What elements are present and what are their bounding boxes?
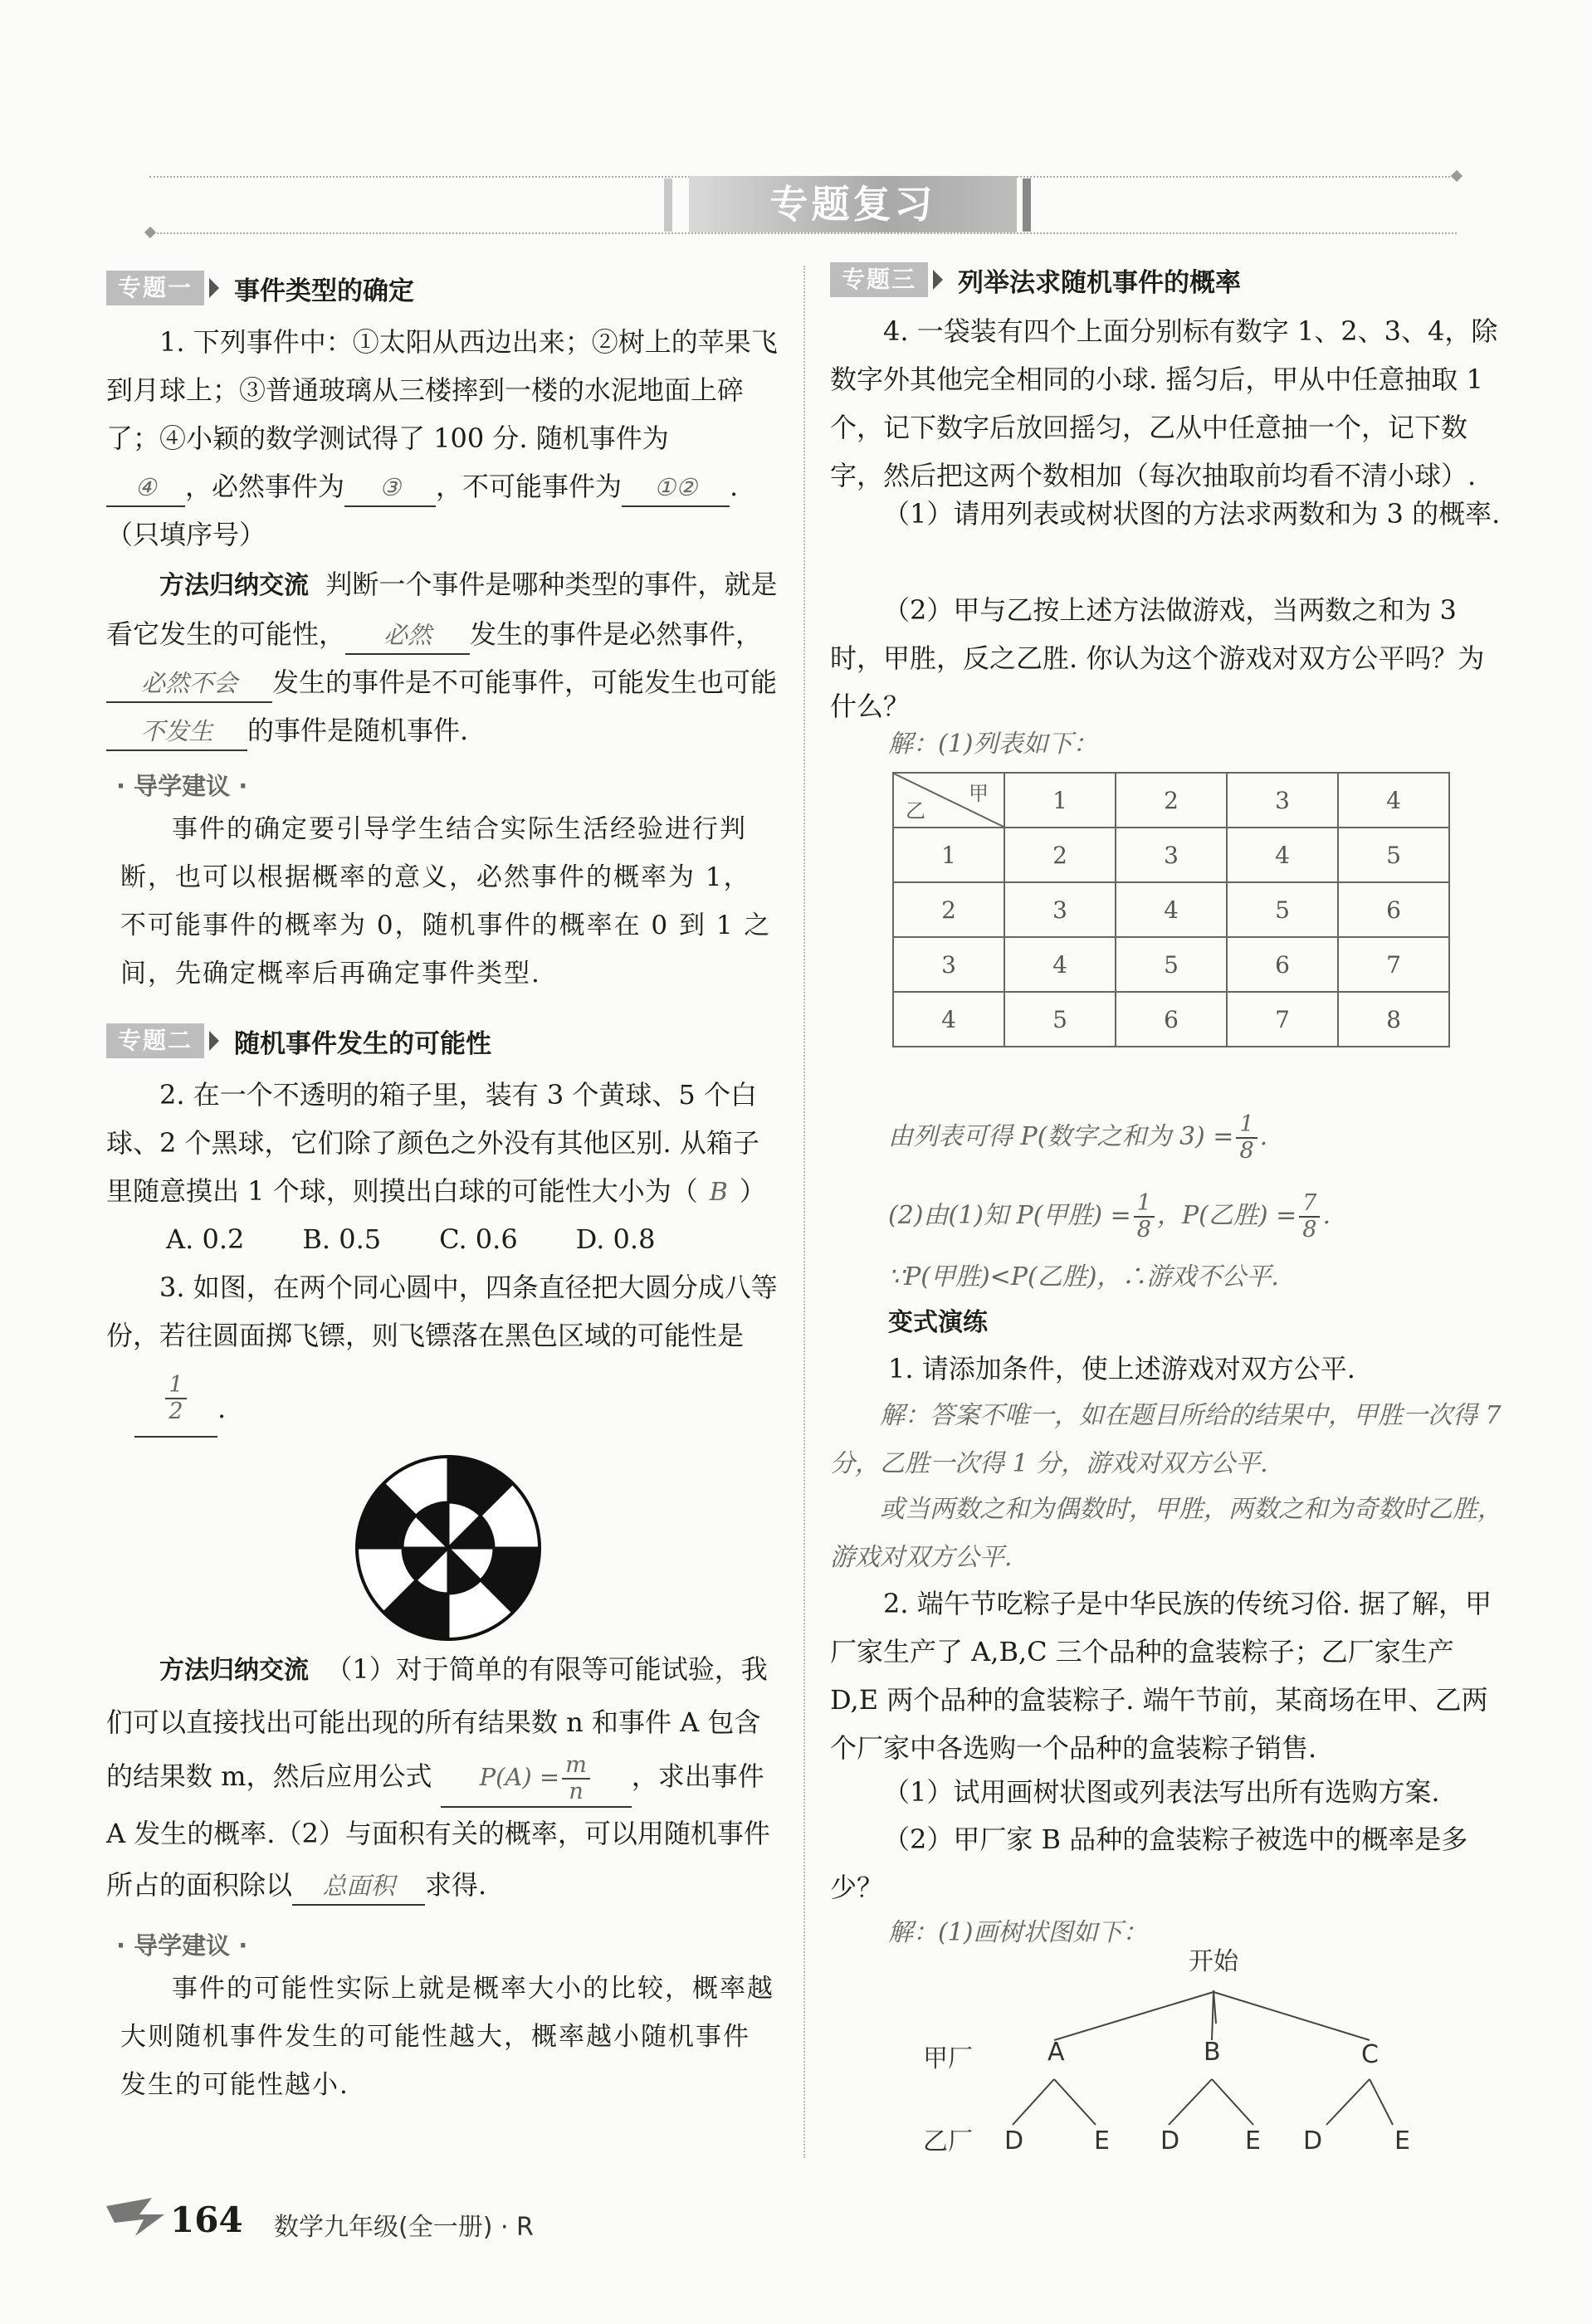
sum-table <box>892 772 1450 1047</box>
q2-answer: B <box>709 1178 728 1207</box>
guide-heading-1: · 导学建议 · <box>116 772 248 800</box>
triangle-right-icon <box>209 278 219 298</box>
method2-text-2: ，求出事件 A 发生的概率.（2）与面积有关的概率，可以用随机事件所占的面积除以 <box>106 1760 770 1901</box>
tree-node-a: A <box>1047 2038 1065 2067</box>
dartboard-figure <box>353 1452 544 1643</box>
variant-1-question: 1. 请添加条件，使上述游戏对双方公平. <box>888 1353 1355 1384</box>
tree-node-d: D <box>1004 2126 1024 2156</box>
tree-node-e: E <box>1245 2126 1261 2156</box>
tree-node-e: E <box>1094 2126 1110 2156</box>
topic3-title: 列举法求随机事件的概率 <box>958 267 1242 298</box>
tree-node-d: D <box>1160 2126 1180 2156</box>
table-cell: 5 <box>1116 937 1227 992</box>
table-header-cell: 1 <box>1004 773 1116 828</box>
q3-answer-numerator: 1 <box>165 1373 186 1399</box>
tree-root: 开始 <box>1189 1947 1238 1976</box>
variant-2-part-2: （2）甲厂家 B 品种的盒装粽子被选中的概率是多少？ <box>830 1824 1468 1903</box>
table-cell: 5 <box>1004 992 1116 1047</box>
variant-1-solution-1: 解：答案不唯一，如在题目所给的结果中，甲胜一次得 7 分，乙胜一次得 1 分，游戏对双方公平. <box>830 1401 1502 1478</box>
question-1-text: 1. 下列事件中：①太阳从西边出来；②树上的苹果飞到月球上；③普通玻璃从三楼摔到一楼的水泥地面上碎了；④小颖的数学测试得了 100 分. 随机事件为 <box>106 326 778 454</box>
q1-mid-2: ，不可能事件为 <box>436 471 623 502</box>
table-cell: 4 <box>1227 828 1338 882</box>
table-header-cell: 4 <box>1338 773 1449 828</box>
method2-formula-blank <box>441 1748 632 1808</box>
table-cell: 3 <box>893 937 1004 992</box>
table-cell: 6 <box>1116 992 1227 1047</box>
q1-end: .（只填序号） <box>106 471 739 550</box>
method1-blank-1: 必然 <box>345 617 470 655</box>
column-divider <box>803 266 805 2158</box>
method1-text-3: 发生的事件是不可能事件，可能发生也可能 <box>272 666 778 698</box>
table-cell: 4 <box>1004 937 1116 992</box>
q3-period: . <box>217 1393 227 1424</box>
method1-text-4: 的事件是随机事件. <box>247 715 469 746</box>
table-row <box>893 992 1449 1047</box>
tree-node-b: B <box>1204 2038 1221 2067</box>
guide-text-2: 事件的可能性实际上就是概率大小的比较，概率越大则随机事件发生的可能性越大，概率越小随机事件发生的可能性越小. <box>120 1974 774 2100</box>
table-cell: 2 <box>893 882 1004 937</box>
q4-solution-line-2: (2)由(1)知 P(甲胜) = $\frac{1}{8}$ ，P(乙胜) = $\frac{7}{8}$ . <box>888 1190 1331 1243</box>
sol-line1-text: 由列表可得 P(数字之和为 3) = <box>888 1122 1234 1151</box>
question-3 <box>106 1263 783 1360</box>
method-summary-2 <box>106 1643 783 1911</box>
sol-line1-numerator: 1 <box>1236 1112 1257 1139</box>
table-cell: 6 <box>1227 937 1338 992</box>
question-3-text: 3. 如图，在两个同心圆中，四条直径把大圆分成八等份，若往圆面掷飞镖，则飞镖落在黑色区域的可能性是 <box>106 1272 778 1351</box>
table-cell: 8 <box>1338 992 1449 1047</box>
variant-practice-title: 变式演练 <box>888 1308 988 1337</box>
table-corner-cell <box>893 773 1004 828</box>
topic3-chip: 专题三 <box>830 262 928 297</box>
table-cell: 3 <box>1004 882 1116 937</box>
book-title: 数学九年级(全一册) · R <box>274 2213 534 2242</box>
table-corner-yi: 乙 <box>906 799 925 823</box>
method-summary-1 <box>106 560 783 754</box>
table-row <box>893 937 1449 992</box>
table-header-cell: 2 <box>1116 773 1227 828</box>
guide-heading-2: · 导学建议 · <box>116 1931 248 1960</box>
question-4: 4. 一袋装有四个上面分别标有数字 1、2、3、4，除数字外其他完全相同的小球. 摇匀后，甲从中任意抽取 1 个，记下数字后放回摇匀，乙从中任意抽一个，记下数字，然后把这两个数相加（每次抽取前均看不清小球）. <box>830 315 1498 491</box>
tree-node-d: D <box>1303 2126 1323 2156</box>
table-header-cell: 3 <box>1227 773 1338 828</box>
topic2-heading <box>106 1023 491 1059</box>
table-cell: 2 <box>1004 828 1116 882</box>
variant-1-solution-2: 或当两数之和为偶数时，甲胜，两数之和为奇数时乙胜，游戏对双方公平. <box>830 1495 1502 1572</box>
method1-blank-3: 不发生 <box>106 713 247 751</box>
table-cell: 5 <box>1227 882 1338 937</box>
question-4-part-1: （1）请用列表或树状图的方法求两数和为 3 的概率. <box>883 498 1501 530</box>
topic2-chip: 专题二 <box>106 1023 204 1058</box>
q4-solution-intro: 解：(1)列表如下： <box>888 730 1098 759</box>
topic1-chip: 专题一 <box>106 271 204 305</box>
table-cell: 4 <box>1116 882 1227 937</box>
table-corner-jia: 甲 <box>969 782 989 805</box>
banner-rule-bottom <box>149 232 1457 234</box>
page-number: 164 <box>170 2200 243 2240</box>
question-2-text: 2. 在一个不透明的箱子里，装有 3 个黄球、5 个白球、2 个黑球，它们除了颜色之外没有其他区别. 从箱子里随意摸出 1 个球，则摸出白球的可能性大小为（ <box>106 1079 759 1207</box>
q4-solution-line-1: 由列表可得 P(数字之和为 3) = $\frac{1}{8}$ . <box>888 1111 1268 1164</box>
tree-node-e: E <box>1394 2126 1410 2156</box>
topic1-title: 事件类型的确定 <box>234 276 415 306</box>
method2-text-1: （1）对于简单的有限等可能试验，我们可以直接找出可能出现的所有结果数 n 和事件 A 包含的结果数 m，然后应用公式 <box>106 1653 768 1792</box>
q1-answer-random: ④ <box>106 469 185 507</box>
method1-text-1: 判断一个事件是哪种类型的事件，就是看它发生的可能性， <box>106 569 778 650</box>
question-1 <box>106 318 783 559</box>
q2-option-c: C. 0.6 <box>439 1223 518 1255</box>
table-row <box>893 882 1449 937</box>
diamond-icon <box>144 227 156 238</box>
q2-option-d: D. 0.8 <box>575 1223 656 1255</box>
table-cell: 7 <box>1227 992 1338 1047</box>
topic3-heading <box>830 261 1241 298</box>
method-title-1: 方法归纳交流 <box>159 571 309 600</box>
variant-2-question: 2. 端午节吃粽子是中华民族的传统习俗. 据了解，甲厂家生产了 A,B,C 三个品种的盒装粽子；乙厂家生产 D,E 两个品种的盒装粽子. 端午节前，某商场在甲、乙两个厂家中各选购一个品种的盒装粽子销售. <box>830 1588 1492 1764</box>
method2-formula-numerator: m <box>562 1753 590 1780</box>
q2-option-b: B. 0.5 <box>302 1223 382 1255</box>
variant-2-solution-intro: 解：(1)画树状图如下： <box>888 1918 1148 1947</box>
q1-answer-certain: ③ <box>344 469 436 507</box>
banner-stripe <box>664 178 672 232</box>
table-cell: 1 <box>893 828 1004 882</box>
table-row <box>893 828 1449 882</box>
sol-line2-denominator-2: 8 <box>1302 1217 1317 1243</box>
topic1-heading <box>106 270 414 306</box>
q2-options <box>166 1215 764 1263</box>
guide-text-1: 事件的确定要引导学生结合实际生活经验进行判断，也可以根据概率的意义，必然事件的概率为 1，不可能事件的概率为 0，随机事件的概率在 0 到 1 之间，先确定概率后再确定事件类型. <box>120 814 772 989</box>
question-2 <box>106 1071 783 1217</box>
method2-formula: P(A) = <box>479 1763 560 1791</box>
triangle-right-icon <box>933 270 943 290</box>
tree-level1-label: 甲厂 <box>923 2044 973 2073</box>
sol-line1-denominator: 8 <box>1239 1138 1254 1164</box>
section-banner-title: 专题复习 <box>689 176 1017 232</box>
method1-text-2: 发生的事件是必然事件， <box>470 618 763 650</box>
q2-option-a: A. 0.2 <box>166 1223 245 1255</box>
sol-line2-text-b: ，P(乙胜) = <box>1156 1201 1297 1230</box>
method2-formula-denominator: n <box>569 1779 584 1804</box>
sol-line2-denominator-1: 8 <box>1136 1217 1151 1243</box>
banner-stripe <box>1023 178 1031 232</box>
diamond-icon <box>1451 170 1463 182</box>
method1-blank-2: 必然不会 <box>106 665 272 703</box>
topic2-title: 随机事件发生的可能性 <box>234 1028 492 1059</box>
sol-line2-text-a: (2)由(1)知 P(甲胜) = <box>888 1201 1131 1230</box>
q1-answer-impossible: ①② <box>622 469 730 507</box>
method-title-2: 方法归纳交流 <box>159 1656 309 1685</box>
q4-solution-line-3: ∵P(甲胜)<P(乙胜)，∴游戏不公平. <box>888 1262 1279 1291</box>
question-4-part-2: （2）甲与乙按上述方法做游戏，当两数之和为 3 时，甲胜，反之乙胜. 你认为这个游戏对双方公平吗？为什么？ <box>830 594 1485 722</box>
q3-answer <box>134 1370 217 1438</box>
table-cell: 3 <box>1116 828 1227 882</box>
table-cell: 4 <box>893 992 1004 1047</box>
method2-blank: 总面积 <box>292 1868 425 1906</box>
page-corner-icon <box>106 2198 164 2236</box>
q3-answer-denominator: 2 <box>168 1399 183 1424</box>
sol-line2-numerator-2: 7 <box>1299 1191 1320 1218</box>
q2-close: ） <box>739 1175 766 1207</box>
tree-node-c: C <box>1361 2040 1379 2069</box>
variant-2-part-1: （1）试用画树状图或列表法写出所有选购方案. <box>883 1776 1440 1808</box>
q1-mid-1: ，必然事件为 <box>185 471 345 502</box>
tree-level2-label: 乙厂 <box>923 2127 973 2156</box>
table-cell: 6 <box>1338 882 1449 937</box>
triangle-right-icon <box>209 1031 219 1051</box>
method2-text-3: 求得. <box>425 1869 487 1901</box>
sol-line2-numerator-1: 1 <box>1134 1191 1155 1218</box>
table-row <box>893 773 1449 828</box>
table-cell: 5 <box>1338 828 1449 882</box>
table-cell: 7 <box>1338 937 1449 992</box>
